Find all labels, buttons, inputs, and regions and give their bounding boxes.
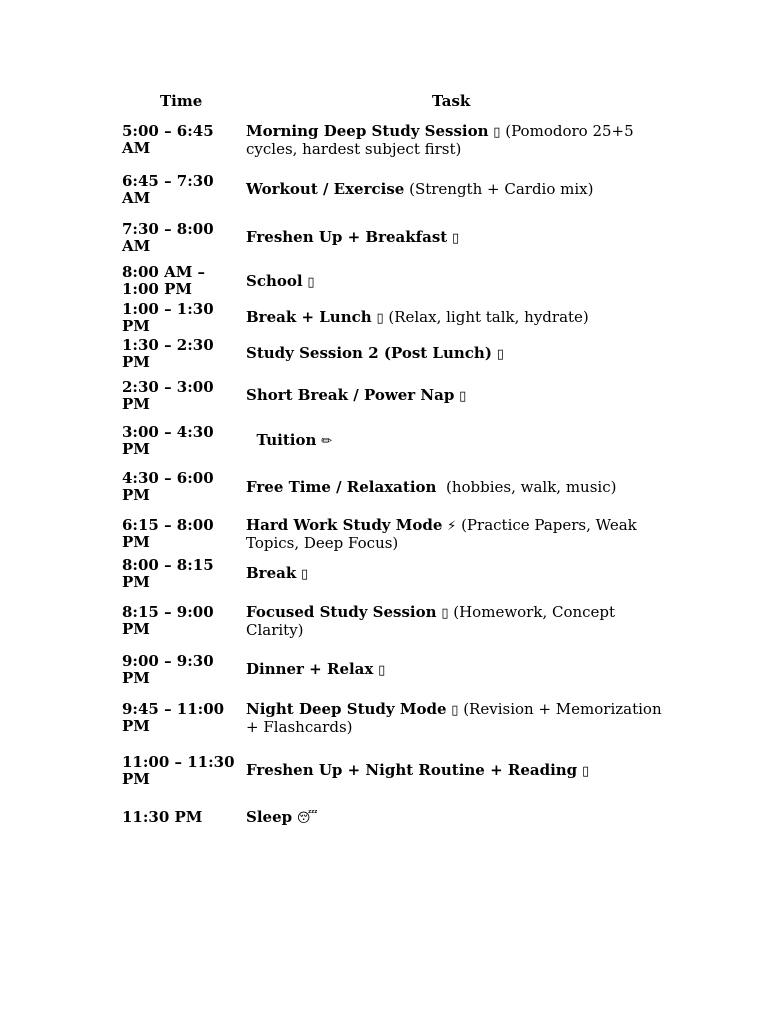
task-cell bbox=[246, 387, 666, 405]
task-note: (Pomodoro 25+5 cycles, hardest subject first) bbox=[246, 122, 634, 158]
time-cell: 6:45 – 7:30 AM bbox=[122, 172, 214, 207]
time-cell: 6:15 – 8:00 PM bbox=[122, 516, 214, 551]
task-emoji-icon: ▯ bbox=[307, 275, 315, 290]
sleeping-face-icon: 😴 bbox=[296, 811, 318, 826]
time-cell: 11:00 – 11:30 PM bbox=[122, 753, 235, 788]
task-title: Tuition bbox=[246, 431, 317, 449]
column-header-time: Time bbox=[160, 92, 203, 110]
task-cell bbox=[246, 273, 666, 291]
lightning-icon: ⚡ bbox=[447, 519, 457, 534]
task-cell bbox=[246, 345, 666, 363]
task-emoji-icon: ▯ bbox=[496, 347, 504, 362]
task-cell bbox=[246, 762, 666, 780]
task-emoji-icon: ▯ bbox=[581, 764, 590, 779]
task-cell bbox=[246, 661, 666, 679]
time-cell: 8:00 – 8:15 PM bbox=[122, 556, 214, 591]
task-emoji-icon: ▯ bbox=[376, 311, 384, 326]
task-emoji-icon: ▯ bbox=[452, 231, 460, 246]
task-note: (hobbies, walk, music) bbox=[436, 478, 617, 496]
task-title: Sleep bbox=[246, 808, 293, 826]
task-cell bbox=[246, 309, 666, 327]
time-cell: 8:00 AM – 1:00 PM bbox=[122, 263, 206, 298]
time-cell: 1:30 – 2:30 PM bbox=[122, 336, 214, 371]
time-cell: 8:15 – 9:00 PM bbox=[122, 603, 214, 638]
time-cell: 3:00 – 4:30 PM bbox=[122, 423, 214, 458]
task-cell bbox=[246, 517, 666, 552]
task-title: Dinner + Relax bbox=[246, 660, 374, 678]
task-cell bbox=[246, 701, 666, 736]
task-title: Break bbox=[246, 564, 297, 582]
time-cell: 9:00 – 9:30 PM bbox=[122, 652, 214, 687]
task-emoji-icon: ▯ bbox=[441, 606, 449, 621]
task-cell bbox=[246, 565, 666, 583]
task-title: Break + Lunch bbox=[246, 308, 372, 326]
task-title: Freshen Up + Breakfast bbox=[246, 228, 448, 246]
time-cell: 5:00 – 6:45 AM bbox=[122, 122, 214, 157]
task-emoji-icon: ▯ bbox=[378, 663, 386, 678]
time-cell: 11:30 PM bbox=[122, 808, 203, 826]
time-cell: 7:30 – 8:00 AM bbox=[122, 220, 214, 255]
task-cell bbox=[246, 479, 666, 496]
time-cell: 9:45 – 11:00 PM bbox=[122, 700, 225, 735]
time-cell: 4:30 – 6:00 PM bbox=[122, 469, 214, 504]
task-note: (Practice Papers, Weak Topics, Deep Focus) bbox=[246, 516, 637, 552]
task-title: School bbox=[246, 272, 303, 290]
task-emoji-icon: ▯ bbox=[459, 389, 467, 404]
task-title: Free Time / Relaxation bbox=[246, 478, 437, 496]
task-emoji-icon: ▯ bbox=[493, 125, 501, 140]
task-note: (Revision + Memorization + Flashcards) bbox=[246, 700, 662, 736]
task-title: Workout / Exercise bbox=[246, 180, 405, 198]
task-title: Study Session 2 (Post Lunch) bbox=[246, 344, 492, 362]
task-emoji-icon: ▯ bbox=[301, 567, 309, 582]
task-title: Hard Work Study Mode bbox=[246, 516, 443, 534]
task-cell bbox=[246, 229, 666, 247]
task-title: Night Deep Study Mode bbox=[246, 700, 447, 718]
task-title: Focused Study Session bbox=[246, 603, 437, 621]
task-cell bbox=[246, 432, 666, 450]
task-cell bbox=[246, 181, 666, 198]
task-emoji-icon: ▯ bbox=[451, 703, 459, 718]
task-note: (Relax, light talk, hydrate) bbox=[383, 308, 589, 326]
time-cell: 1:00 – 1:30 PM bbox=[122, 300, 214, 335]
task-note: (Strength + Cardio mix) bbox=[404, 180, 594, 198]
task-cell bbox=[246, 604, 666, 639]
task-title: Morning Deep Study Session bbox=[246, 122, 489, 140]
time-cell: 2:30 – 3:00 PM bbox=[122, 378, 214, 413]
task-title: Freshen Up + Night Routine + Reading bbox=[246, 761, 578, 779]
task-title: Short Break / Power Nap bbox=[246, 386, 455, 404]
column-header-task: Task bbox=[432, 92, 471, 110]
task-note: (Homework, Concept Clarity) bbox=[246, 603, 616, 639]
task-cell bbox=[246, 809, 666, 827]
task-cell bbox=[246, 123, 666, 158]
pencil-icon: ✏ bbox=[321, 434, 333, 449]
